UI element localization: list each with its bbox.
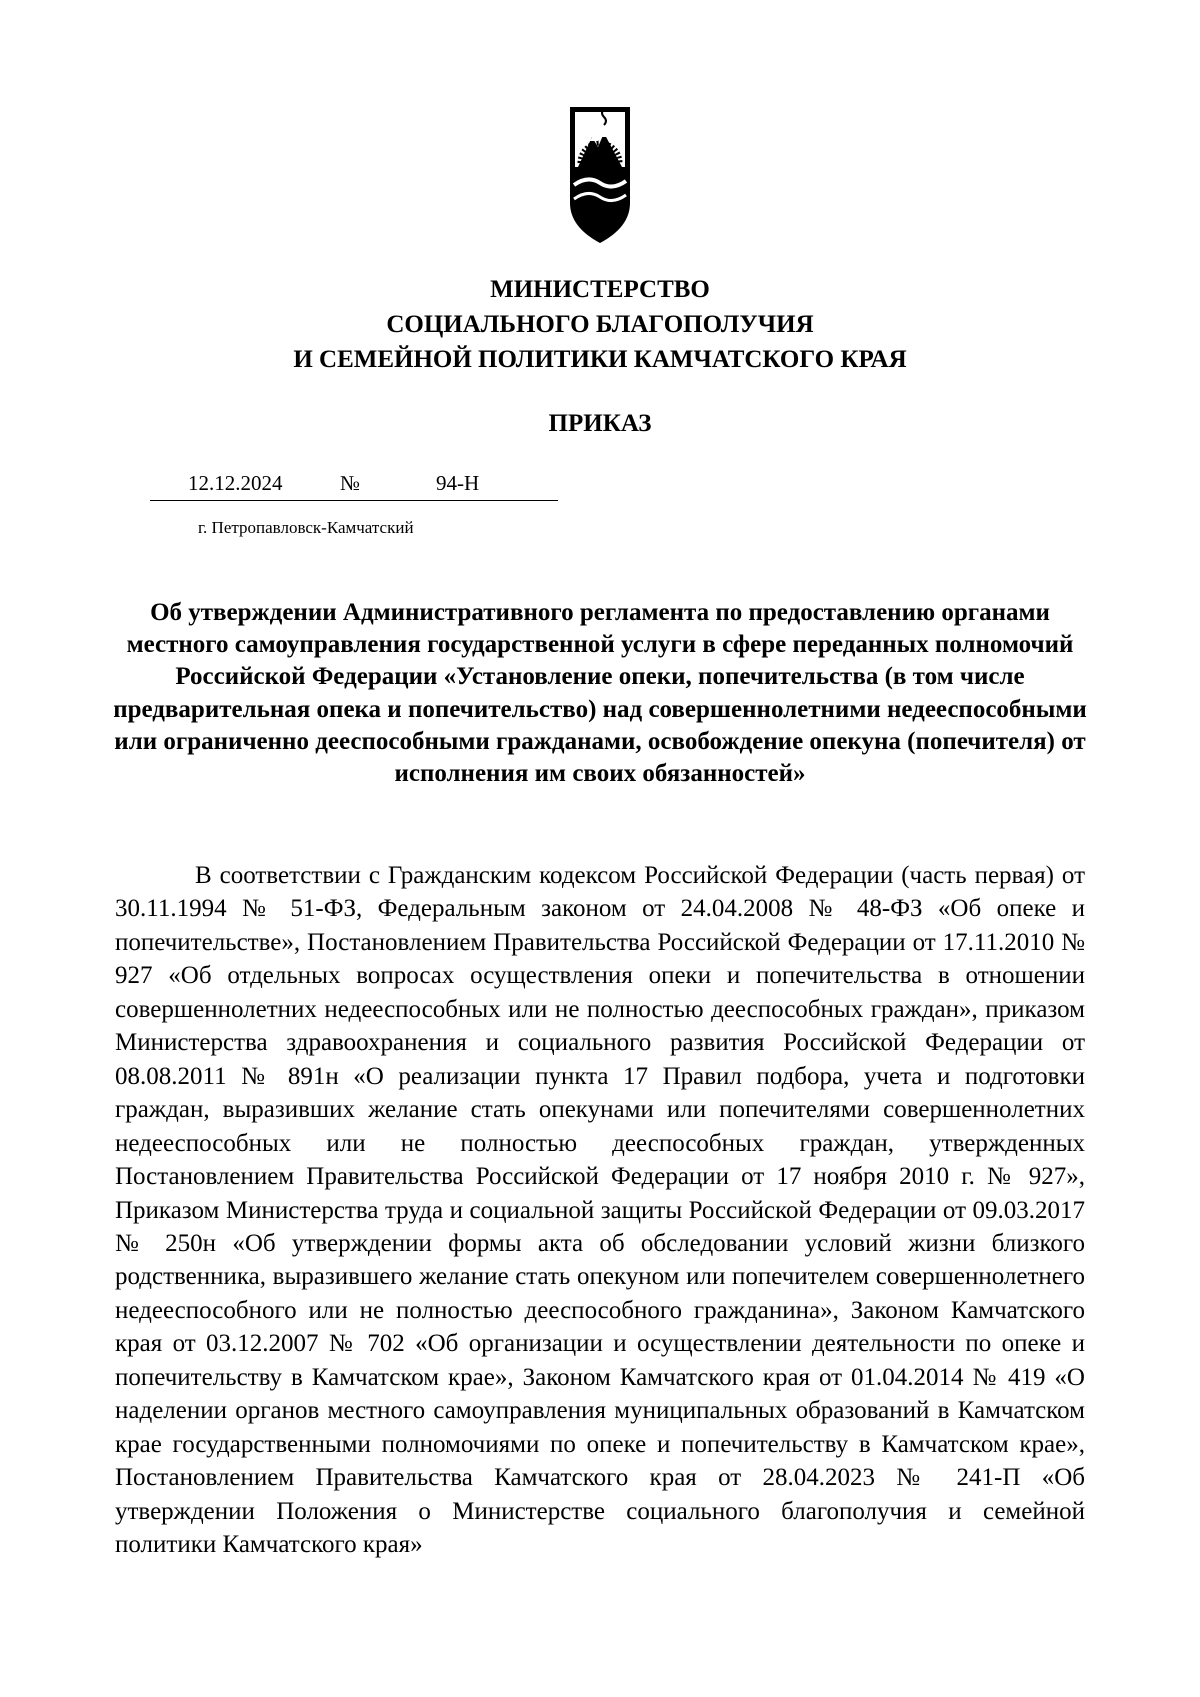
preamble-paragraph: В соответствии с Гражданским кодексом Российской Федерации (часть первая) от 30.11.1994 № 51-ФЗ, Федеральным законом от 24.04.2008 № 48-ФЗ «Об опеке и попечительстве», Постановлением Правительства Российской Федерации от 17.11.2010 № 927 «Об отдельных вопросах осуществления опеки и попечительства в отношении совершеннолетних недееспособных или не полностью дееспособных граждан», приказом Министерства здравоохранения и социального развития Российской Федерации от 08.08.2011 № 891н «О реализации пункта 17 Правил подбора, учета и подготовки граждан, выразивших желание стать опекунами или попечителями совершеннолетних недееспособных или не полностью дееспособных граждан, утвержденных Постановлением Правительства Российской Федерации от 17 ноября 2010 г. № 927», Приказом Министерства труда и социальной защиты Российской Федерации от 09.03.2017 № 250н «Об утверждении формы акта об обследовании условий жизни близкого родственника, выразившего желание стать опекуном или попечителем совершеннолетнего недееспособного или не полностью дееспособного гражданина», Законом Камчатского края от 03.12.2007 № 702 «Об организации и осуществлении деятельности по опеке и попечительству в Камчатском крае», Законом Камчатского края от 01.04.2014 № 419 «О наделении органов местного самоуправления муниципальных образований в Камчатском крае государственными полномочиями по опеке и попечительству в Камчатском крае», Постановлением Правительства Камчатского края от 28.04.2023 № 241-П «Об утверждении Положения о Министерстве социального благополучия и семейной политики Камчатского края» [115,862,1085,1559]
number-sign: № [340,471,361,495]
order-title: Об утверждении Административного регламента по предоставлению органами местного самоуправления государственной услуги в сфере переданных полномочий Российской Федерации «Установление опеки, попечительства (в том числе предварительная опека и попечительство) над совершеннолетними недееспособными или ограниченно дееспособными гражданами, освобождение опекуна (попечителя) от исполнения им своих обязанностей» [113,599,1087,788]
ministry-name [0,272,1200,377]
ministry-name-line: И СЕМЕЙНОЙ ПОЛИТИКИ КАМЧАТСКОГО КРАЯ [293,346,907,373]
registration-line [150,468,558,501]
city-name: г. Петропавловск-Камчатский [198,518,414,537]
kamchatka-coat-of-arms-icon [568,103,632,245]
document-type: ПРИКАЗ [548,410,652,437]
ministry-name-line: СОЦИАЛЬНОГО БЛАГОПОЛУЧИЯ [386,311,814,338]
order-date: 12.12.2024 [188,471,283,495]
order-number: 94-Н [436,471,480,495]
ministry-name-line: МИНИСТЕРСТВО [490,276,710,303]
